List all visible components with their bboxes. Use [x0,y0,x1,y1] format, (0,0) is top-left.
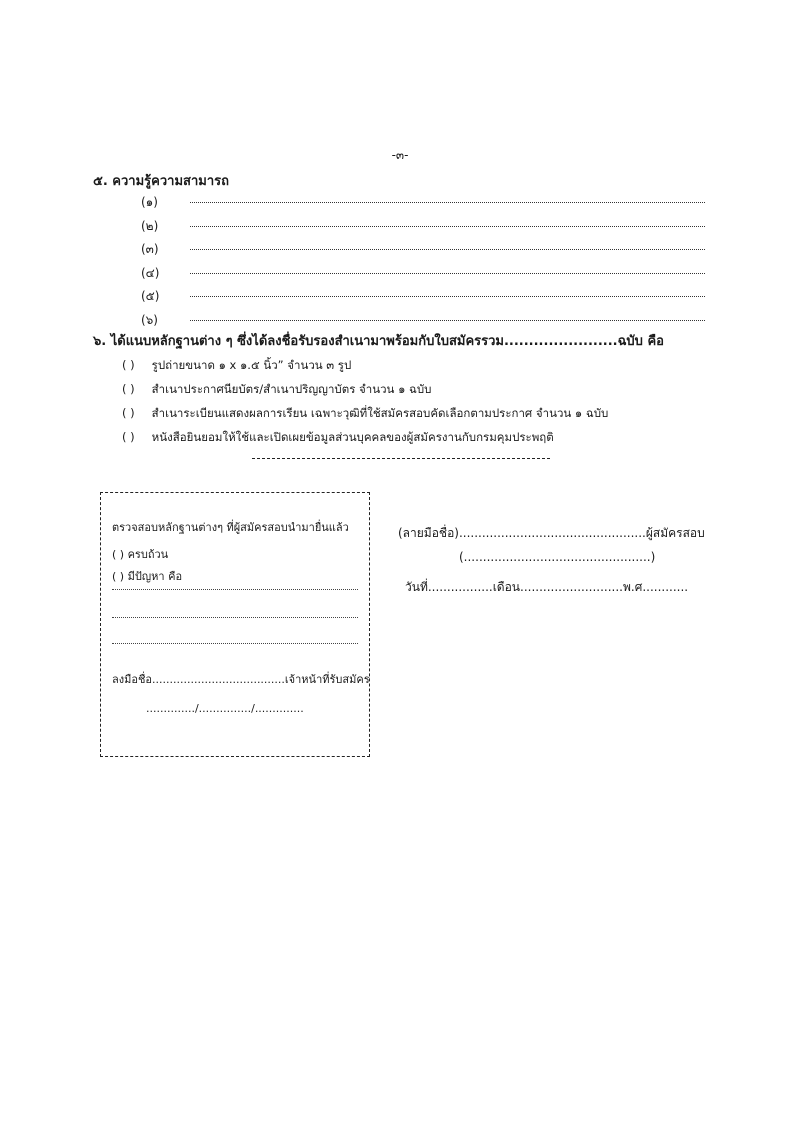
applicant-signature[interactable]: (ลายมือชื่อ).................................................ผู้สมัครสอบ [398,526,705,540]
document-item [122,381,431,399]
applicant-date[interactable]: วันที่.................เดือน...........................พ.ศ............ [405,580,689,594]
knowledge-item-label: (๔) [141,266,160,280]
knowledge-item-label: (๒) [141,219,159,233]
verification-heading: ตรวจสอบหลักฐานต่างๆ ที่ผู้สมัครสอบนำมายื่นแล้ว [112,521,349,534]
problem-detail-line[interactable] [112,617,358,618]
knowledge-item-line[interactable] [190,200,705,203]
knowledge-item-label: (๑) [141,195,158,209]
section-6-title: ๖. ได้แนบหลักฐานต่าง ๆ ซึ่งได้ลงชื่อรับรองสำเนามาพร้อมกับใบสมัครรวม.......................ฉบับ คือ [93,334,664,349]
document-checkbox[interactable]: ( ) [122,358,135,372]
document-item [122,429,554,447]
knowledge-item-line[interactable] [190,294,705,297]
knowledge-item-line[interactable] [190,318,705,321]
document-checkbox[interactable]: ( ) [122,406,135,420]
knowledge-item-label: (๕) [141,289,160,303]
verification-box [100,492,370,757]
document-checkbox[interactable]: ( ) [122,430,135,444]
applicant-name[interactable]: (.................................................) [459,550,656,564]
knowledge-item-label: (๖) [141,313,158,327]
officer-date[interactable]: ............../.............../.............. [146,702,304,715]
knowledge-item-line[interactable] [190,271,705,274]
problem-detail-line[interactable] [112,643,358,644]
knowledge-item-label: (๓) [141,242,159,256]
option-complete[interactable]: ( ) ครบถ้วน [112,548,169,561]
option-problem[interactable]: ( ) มีปัญหา คือ [112,570,183,583]
separator-line [252,458,550,459]
document-item [122,357,351,375]
document-item-text: สำเนาประกาศนียบัตร/สำเนาปริญญาบัตร จำนวน ๑ ฉบับ [151,382,432,396]
officer-signature[interactable]: ลงมือชื่อ......................................เจ้าหน้าที่รับสมัคร [112,673,370,686]
section-5-title: ๕. ความรู้ความสามารถ [93,174,229,189]
page-number: -๓- [391,148,409,162]
document-item [122,405,608,423]
document-item-text: หนังสือยินยอมให้ใช้และเปิดเผยข้อมูลส่วนบุคคลของผู้สมัครงานกับกรมคุมประพฤติ [151,430,554,444]
document-item-text: สำเนาระเบียนแสดงผลการเรียน เฉพาะวุฒิที่ใช้สมัครสอบคัดเลือกตามประกาศ จำนวน ๑ ฉบับ [151,406,609,420]
document-item-text: รูปถ่ายขนาด ๑ x ๑.๕ นิ้ว” จำนวน ๓ รูป [151,358,352,372]
knowledge-item-line[interactable] [190,224,705,227]
knowledge-item-line[interactable] [190,247,705,250]
problem-detail-line[interactable] [112,589,358,590]
document-checkbox[interactable]: ( ) [122,382,135,396]
